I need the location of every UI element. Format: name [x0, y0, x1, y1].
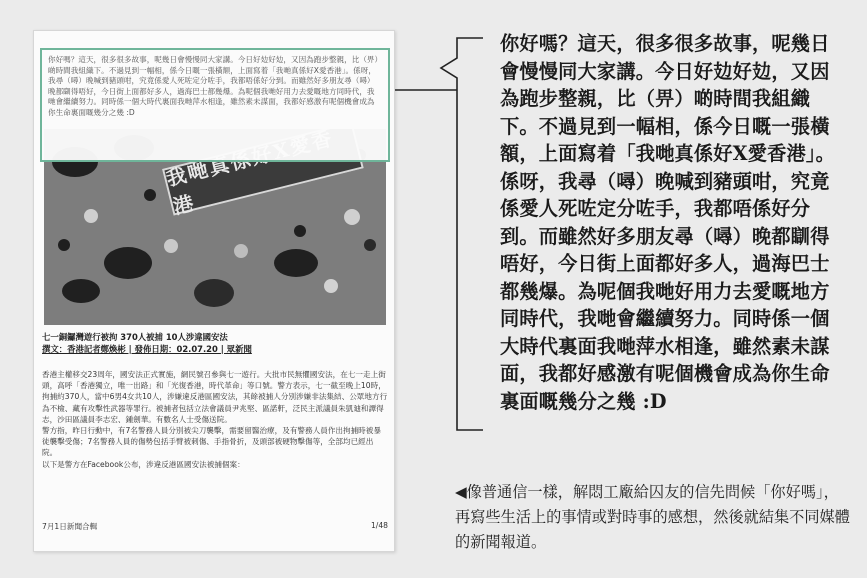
callout-bracket: [395, 30, 495, 440]
greeting-text: 你好嗎？這天，很多很多故事，呢幾日會慢慢同大家講。今日好攰好攰，又因為跑步整親，比（畀）啲時間我組織下。不過見到一幅相，係今日嘅一張橫額，上面寫着「我哋真係好X愛香港」。係呀，我尋（噚）晚喊到豬頭咁，究竟係愛人死咗定分咗手，我都唔係好分到。而雖然好多朋友尋（噚）晚都瞓得唔好，今日街上面都好多人，過海巴士都幾爆。為呢個我哋好用力去愛嘅地方同時代，我哋會繼續努力。同時係一個大時代裏面我哋萍水相逢，雖然素未謀面，我都好感激有呢個機會成為你生命裏面嘅幾分之幾 :D: [48, 55, 379, 117]
protest-banner: 我哋真係好X愛香港: [162, 129, 364, 216]
news-paragraph: 香港主權移交23周年，國安法正式實施，網民號召參與七一遊行。大批市民無懼國安法，在七一走上街頭，高呼「香港獨立，唯一出路」和「光復香港，時代革命」等口號。警方表示，七一截至晚上10時，拘捕約370人，當中6男4女共10人，涉嫌違反港區國安法，其餘被捕人分別涉嫌非法集結、公眾地方行為不檢、藏有攻擊性武器等罪行。被捕者包括立法會議員尹兆堅、區諾軒，泛民主派議員朱凱廸和譚得志，沙田區議員李志宏、鍾劍華。有數名人士受傷送院。: [42, 370, 388, 424]
greeting-transcript: 你好嗎？這天，很多很多故事，呢幾日會慢慢同大家講。今日好攰好攰，又因為跑步整親，比（畀）啲時間我組織下。不過見到一幅相，係今日嘅一張橫額，上面寫着「我哋真係好X愛香港」。係呀，我尋（噚）晚喊到豬頭咁，究竟係愛人死咗定分咗手，我都唔係好分到。而雖然好多朋友尋（噚）晚都瞓得唔好，今日街上面都好多人，過海巴士都幾爆。為呢個我哋好用力去愛嘅地方同時代，我哋會繼續努力。同時係一個大時代裏面我哋萍水相逢，雖然素未謀面，我都好感激有呢個機會成為你生命裏面嘅幾分之幾 :D: [500, 32, 836, 413]
news-body: [42, 369, 388, 470]
news-paragraph: 警方指，昨日行動中，有7名警務人員分別被尖刀襲擊，需要留醫治療，及有警務人員作出拘捕時被暴徒襲擊受傷；7名警務人員的傷勢包括手臂被刺傷、手指骨折，及頭部被硬物擊傷等，全部均已經出院。: [42, 426, 381, 458]
highlighted-greeting: [40, 48, 390, 162]
photo-caption: [42, 331, 388, 355]
footer-title: 7月1日新聞合輯: [42, 522, 98, 531]
page-number: 1/48: [370, 521, 388, 530]
letter-footer: [42, 521, 388, 532]
article-caption: ◀像普通信一樣，解悶工廠給囚友的信先問候「你好嗎」，再寫些生活上的事情或對時事的感想，然後就結集不同媒體的新聞報道。: [455, 483, 850, 551]
news-paragraph: 以下是警方在Facebook公布，涉違反港區國安法被捕個案：: [42, 459, 245, 469]
news-byline: 撰文：香港記者鄭煥彬 | 發佈日期：02.07.20 | 眾新聞: [42, 344, 252, 354]
letter-page: [33, 30, 395, 552]
news-headline: 七一銅鑼灣遊行被拘 370人被捕 10人涉違國安法: [42, 332, 228, 342]
